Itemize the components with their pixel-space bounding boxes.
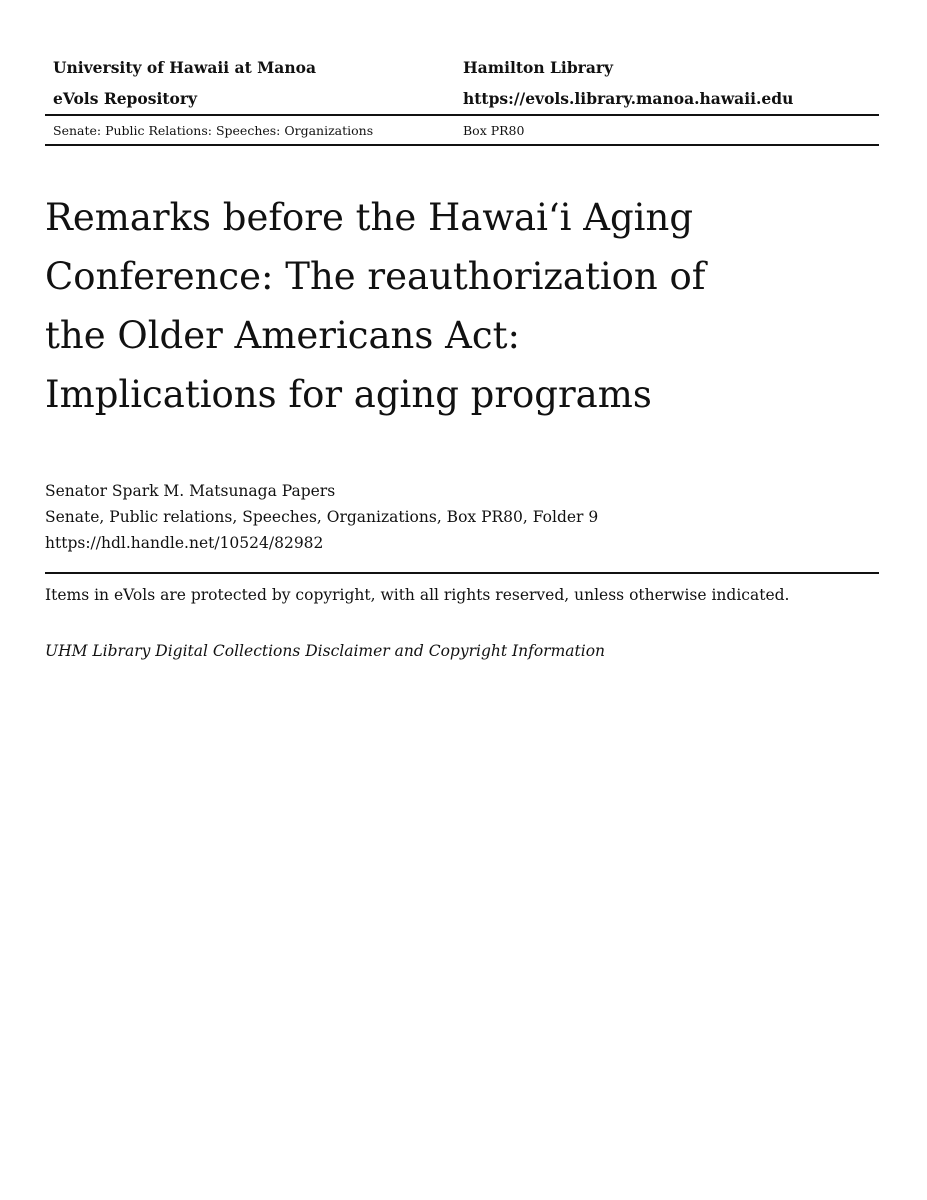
metadata-divider bbox=[45, 572, 879, 574]
repository-header bbox=[45, 52, 879, 146]
library-name: Hamilton Library bbox=[463, 58, 614, 77]
subheader-divider bbox=[45, 144, 879, 146]
document-metadata bbox=[45, 478, 598, 556]
institution-name: University of Hawaii at Manoa bbox=[53, 58, 316, 77]
repository-url-link[interactable]: https://evols.library.manoa.hawaii.edu bbox=[463, 89, 794, 108]
folder-location: Senate, Public relations, Speeches, Organizations, Box PR80, Folder 9 bbox=[45, 508, 599, 526]
disclaimer-link[interactable]: UHM Library Digital Collections Disclaimer and Copyright Information bbox=[45, 642, 606, 660]
handle-link[interactable]: https://hdl.handle.net/10524/82982 bbox=[45, 534, 324, 552]
title-line-1: Remarks before the Hawaiʻi Aging bbox=[45, 196, 694, 239]
document-title bbox=[45, 188, 745, 424]
title-line-4: Implications for aging programs bbox=[45, 373, 652, 416]
title-line-2: Conference: The reauthorization of bbox=[45, 255, 706, 298]
header-row-3 bbox=[45, 116, 879, 144]
collection-name: Senator Spark M. Matsunaga Papers bbox=[45, 482, 336, 500]
header-row-1 bbox=[45, 52, 879, 83]
title-line-3: the Older Americans Act: bbox=[45, 314, 520, 357]
repository-name: eVols Repository bbox=[53, 89, 198, 108]
collection-path: Senate: Public Relations: Speeches: Organizations bbox=[53, 122, 374, 138]
box-label: Box PR80 bbox=[463, 122, 525, 138]
rights-statement: Items in eVols are protected by copyright, with all rights reserved, unless otherwise indicated. bbox=[45, 586, 790, 604]
header-row-2 bbox=[45, 83, 879, 114]
